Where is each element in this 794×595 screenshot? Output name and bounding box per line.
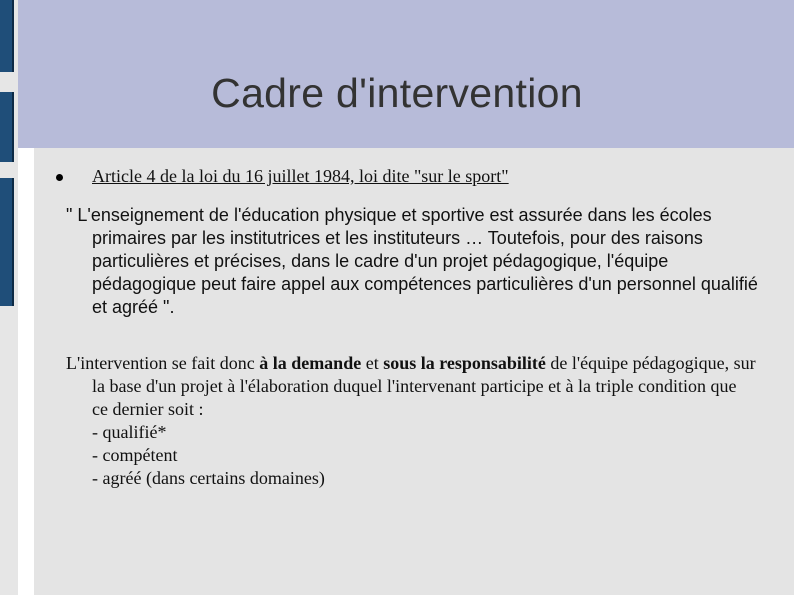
intervention-text xyxy=(66,352,756,490)
intervention-text-part: et xyxy=(361,353,384,373)
intervention-paragraph xyxy=(66,352,756,421)
emphasis-demand: à la demande xyxy=(259,353,362,373)
slide-title: Cadre d'intervention xyxy=(211,70,583,116)
intervention-text-part: L'intervention se fait donc xyxy=(66,353,260,373)
bullet-dot-icon xyxy=(56,174,63,181)
article-heading: Article 4 de la loi du 16 juillet 1984, loi dite "sur le sport" xyxy=(92,166,509,186)
rail-bar xyxy=(0,178,14,306)
condition-item: - agréé (dans certains domaines) xyxy=(92,468,325,488)
law-quote: " L'enseignement de l'éducation physique et sportive est assurée dans les écoles primaires par les institutrices et les instituteurs … Toutefois, pour des raisons particulières et précises, dans le cadre d'un projet pédagogique, l'équipe pédagogique peut faire appel aux compétences particulières d'un personnel qualifié et agréé ". xyxy=(66,205,758,317)
rail-bar xyxy=(0,0,14,72)
condition-item: - qualifié* xyxy=(92,422,167,442)
intervention-text-part: de l'équipe pédagogique, sur la base d'un projet à l'élaboration duquel l'intervenant participe et à la triple condition que ce dernier soit : xyxy=(92,353,756,419)
emphasis-responsibility: sous la responsabilité xyxy=(383,353,546,373)
condition-item: - compétent xyxy=(92,445,178,465)
